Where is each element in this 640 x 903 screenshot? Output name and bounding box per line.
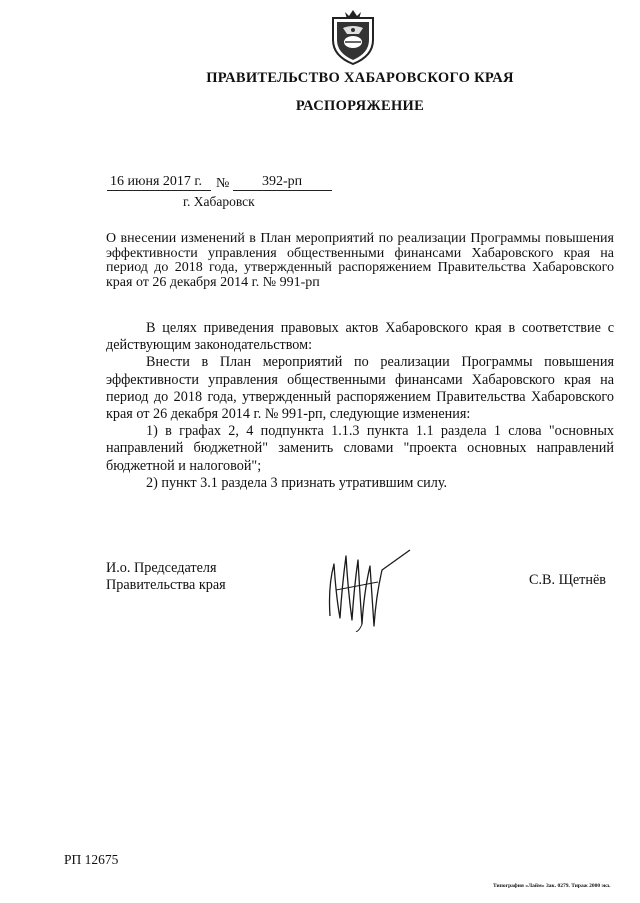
- signatory-name: С.В. Щетнёв: [529, 572, 606, 588]
- coat-of-arms-icon: [329, 6, 377, 66]
- signatory-position-line-2: Правительства края: [106, 577, 226, 593]
- date-underline: [107, 190, 211, 191]
- number-underline: [233, 190, 332, 191]
- document-type: РАСПОРЯЖЕНИЕ: [295, 98, 425, 114]
- body-paragraph-directive: Внести в План мероприятий по реализации Программы повышения эффективности управления общественными финансами Хабаровского края на период до 2018 года, утвержденный распоряжением Правительства Хабаровского края от 26 декабря 2014 г. № 991-рп, следующие изменения:: [106, 354, 614, 423]
- issuing-authority: ПРАВИТЕЛЬСТВО ХАБАРОВСКОГО КРАЯ: [206, 70, 514, 86]
- body-paragraph-item-2: 2) пункт 3.1 раздела 3 признать утратившим силу.: [146, 474, 448, 491]
- signatory-position: [106, 560, 226, 594]
- signatory-position-line-1: И.о. Председателя: [106, 560, 217, 576]
- document-body: [106, 320, 614, 492]
- number-sign: №: [216, 176, 230, 191]
- body-paragraph-intro: В целях приведения правовых актов Хабаровского края в соответствие с действующим законодательством:: [106, 320, 614, 354]
- document-date: 16 июня 2017 г.: [110, 174, 203, 189]
- document-number: 392-рп: [262, 174, 303, 189]
- document-code: РП 12675: [64, 852, 119, 867]
- body-paragraph-item-1: 1) в графах 2, 4 подпункта 1.1.3 пункта 1.1 раздела 1 слова "основных направлений бюджетной" заменить словами "проекта основных направлений бюджетной и налоговой";: [106, 423, 614, 474]
- document-subject: О внесении изменений в План мероприятий по реализации Программы повышения эффективности управления общественными финансами Хабаровского края на период до 2018 года, утвержденный распоряжением Правительства Хабаровского края от 26 декабря 2014 г. № 991-рп: [106, 231, 614, 290]
- printer-note: Типография «Лайм» Зак. 0279. Тираж 2000 экз.: [493, 883, 611, 889]
- document-city: г. Хабаровск: [183, 194, 255, 209]
- handwritten-signature: [316, 546, 412, 632]
